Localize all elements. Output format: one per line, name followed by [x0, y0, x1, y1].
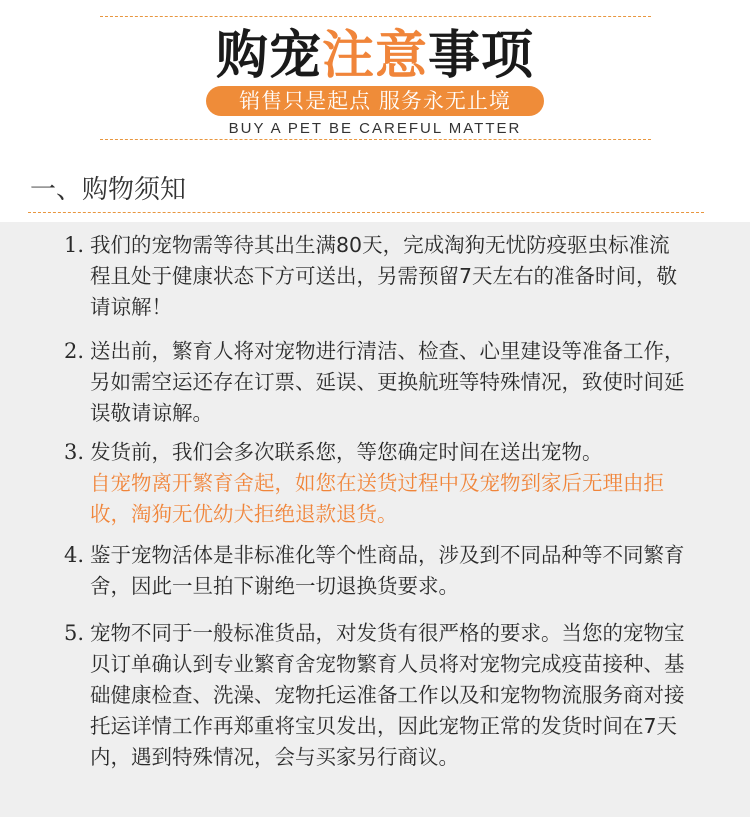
item-text: 鉴于宠物活体是非标准化等个性商品，涉及到不同品种等不同繁育舍，因此一旦拍下谢绝一切退换货要求。: [90, 543, 685, 598]
section-title: 一、购物须知: [30, 175, 187, 205]
item-number: 2.: [64, 339, 85, 363]
header-area: [0, 0, 750, 222]
item-text: 送出前，繁育人将对宠物进行清洁、检查、心里建设等准备工作，另如需空运还存在订票、延误、更换航班等特殊情况，致使时间延误敬请谅解。: [90, 339, 685, 425]
item-text-highlight: 自宠物离开繁育舍起，如您在送货过程中及宠物到家后无理由拒收，淘狗无优幼犬拒绝退款退货。: [90, 471, 664, 526]
item-text: 我们的宠物需等待其出生满80天，完成淘狗无忧防疫驱虫标准流程且处于健康状态下方可送出，另需预留7天左右的准备时间，敬请谅解！: [90, 233, 678, 319]
title-part-1: 购宠: [215, 26, 322, 86]
section-divider: [28, 212, 704, 213]
item-number: 3.: [64, 440, 85, 464]
english-subtitle: BUY A PET BE CAREFUL MATTER: [228, 120, 522, 137]
top-divider: [100, 16, 651, 17]
item-number: 4.: [64, 543, 85, 567]
title-part-2: 事项: [428, 26, 535, 86]
item-number: 1.: [64, 233, 85, 257]
slogan-badge: 销售只是起点 服务永无止境: [206, 86, 544, 116]
subtitle-divider: [100, 139, 651, 140]
item-number: 5.: [64, 621, 85, 645]
page-title: [0, 26, 750, 86]
notice-list: [0, 222, 750, 817]
item-text: 宠物不同于一般标准货品，对发货有很严格的要求。当您的宠物宝贝订单确认到专业繁育舍宠物繁育人员将对宠物完成疫苗接种、基础健康检查、洗澡、宠物托运准备工作以及和宠物物流服务商对接托运详情工作再郑重将宝贝发出，因此宠物正常的发货时间在7天内，遇到特殊情况，会与买家另行商议。: [90, 621, 685, 769]
title-highlight: 注意: [321, 26, 428, 86]
item-text: [90, 437, 686, 530]
item-text-main: 发货前，我们会多次联系您，等您确定时间在送出宠物。: [90, 440, 603, 464]
